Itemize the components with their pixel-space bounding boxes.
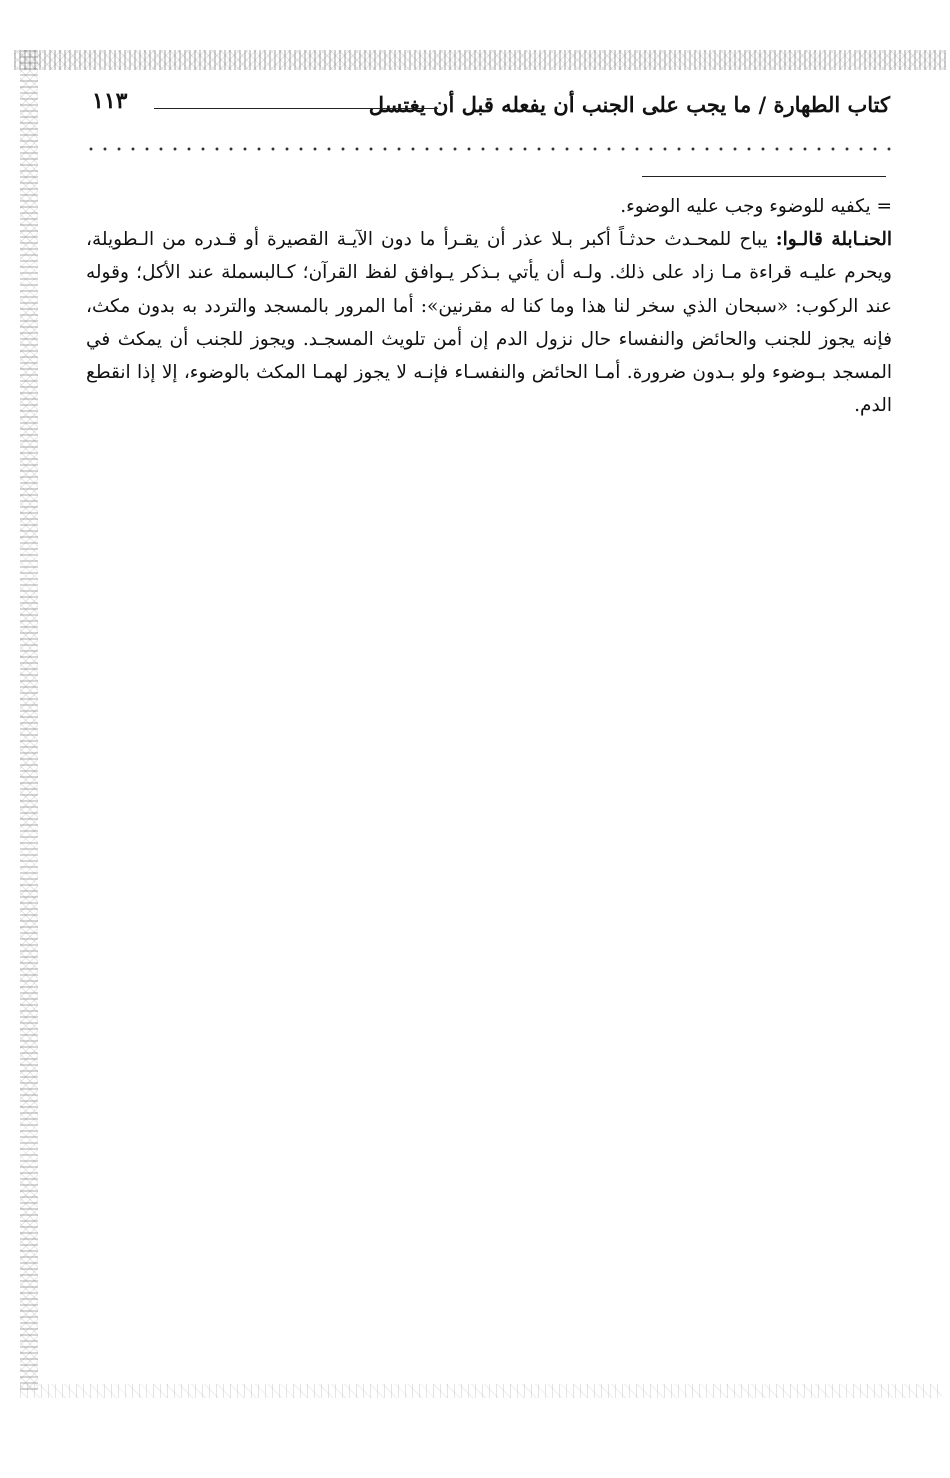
header-rule	[154, 108, 438, 109]
page-number: ١١٣	[92, 88, 128, 114]
running-title: كتاب الطهارة / ما يجب على الجنب أن يفعله قبل أن يغتسل	[368, 92, 890, 117]
decorative-border-bottom	[20, 1378, 942, 1404]
paragraph	[86, 223, 892, 422]
page-header	[92, 86, 890, 126]
header-dotted-line	[84, 136, 892, 154]
decorative-border-left	[16, 50, 44, 1390]
decorative-border-top	[14, 40, 946, 74]
paragraph-text: يباح للمحـدث حدثـاً أكبر بـلا عذر أن يقـرأ ما دون الآيـة القصيرة أو قـدره من الـطويلة، ويحرم عليـه قراءة مـا زاد على ذلك. ولـه أن يأتي بـذكر يـوافق لفظ القرآن؛ كـالبسملة عند الأكل؛ وقوله عند الركوب: «سبحان الذي سخر لنا هذا وما كنا له مقرنين»: أما المرور بالمسجد والتردد به بدون مكث، فإنه يجوز للجنب والحائض والنفساء حال نزول الدم إن أمن تلويث المسجـد. ويجوز للجنب أن يمكث في المسجد بـوضوء ولو بـدون ضرورة. أمـا الحائض والنفسـاء فإنـه لا يجوز لهمـا المكث بالوضوء، إلا إذا انقطع الدم.	[86, 229, 892, 417]
section-label: الحنـابلة قالـوا:	[775, 229, 892, 251]
footnote-text	[86, 190, 892, 422]
continuation-line: = يكفيه للوضوء وجب عليه الوضوء.	[620, 196, 892, 217]
footnote-separator	[642, 176, 886, 177]
